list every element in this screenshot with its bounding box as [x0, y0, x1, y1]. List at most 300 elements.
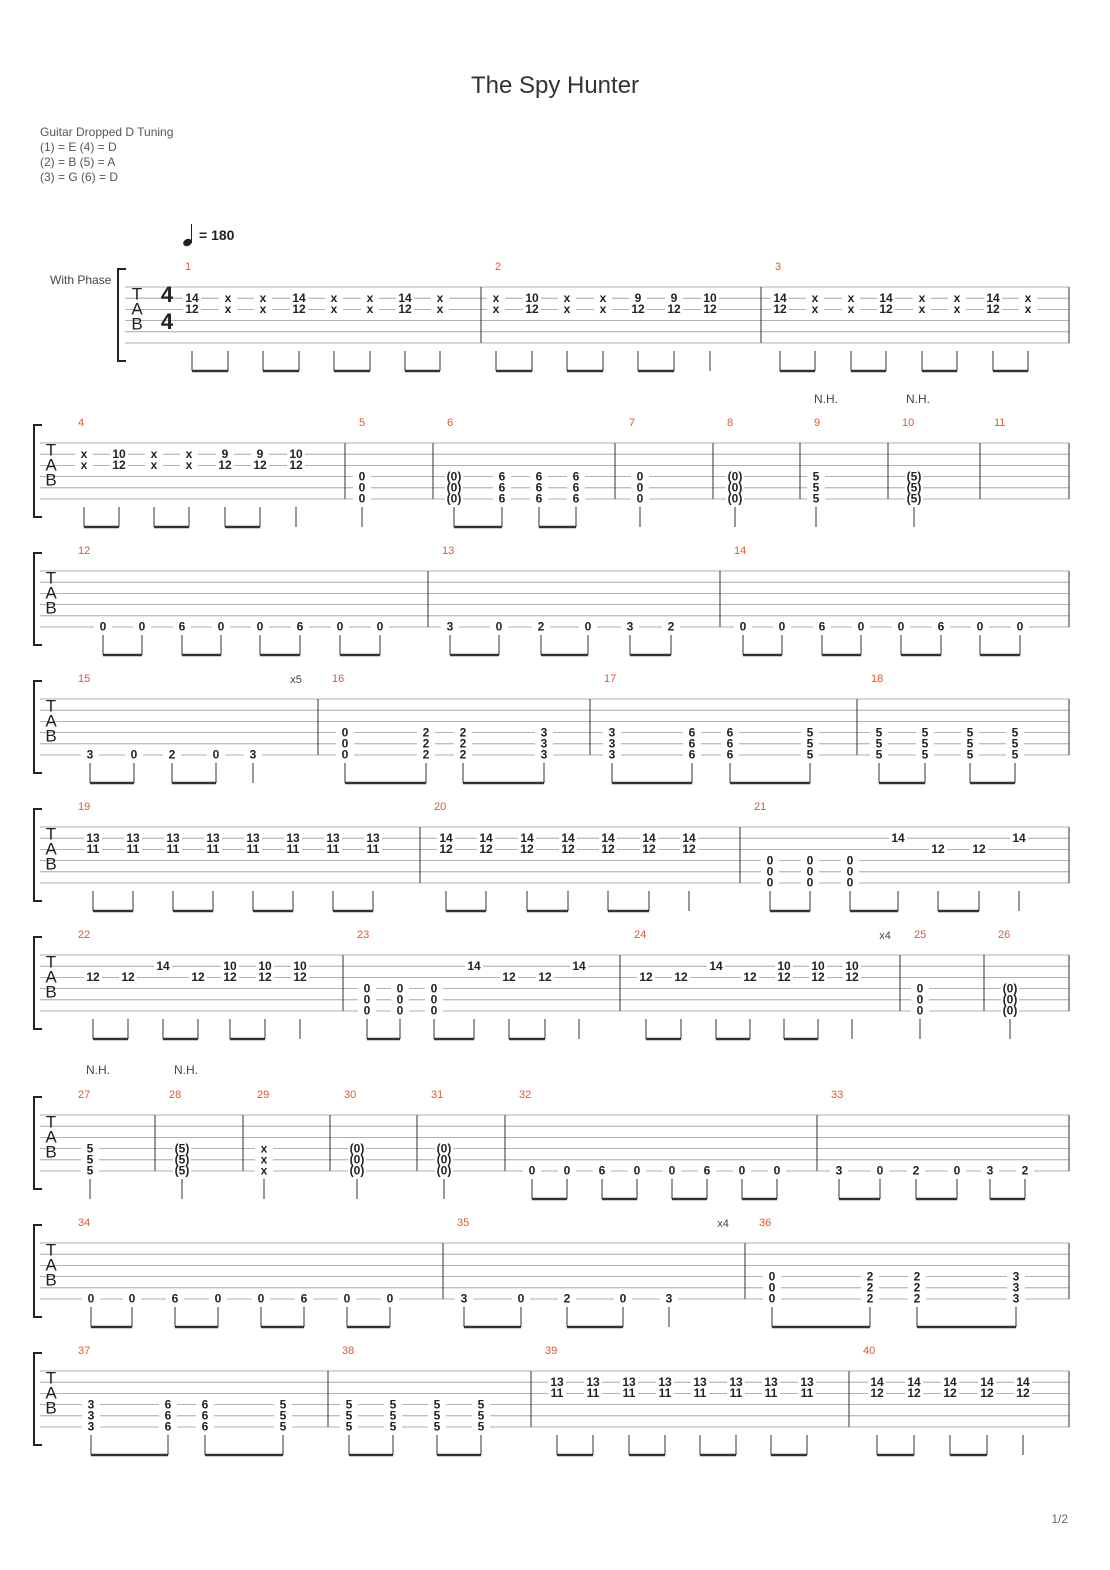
fret-number: (0)	[349, 1163, 365, 1178]
fret-number: 14	[642, 830, 656, 845]
fret-number: 0	[633, 1163, 641, 1178]
tab-clef-letter: T	[45, 696, 57, 716]
fret-number: 2	[537, 619, 545, 634]
tab-clef-letter: T	[45, 568, 57, 588]
fret-number: x	[330, 290, 338, 305]
fret-number: 6	[498, 491, 506, 506]
fret-number: 12	[845, 970, 859, 985]
fret-number: x	[80, 458, 88, 473]
measure-number: 5	[359, 416, 366, 429]
fret-number: 12	[479, 842, 493, 857]
fret-number: 2	[459, 725, 467, 740]
fret-number: 12	[879, 302, 893, 317]
fret-number: 12	[292, 302, 306, 317]
fret-number: (0)	[436, 1163, 452, 1178]
fret-number: x	[260, 1163, 268, 1178]
fret-number: (0)	[446, 491, 462, 506]
fret-number: 3	[626, 619, 634, 634]
fret-number: 14	[907, 1374, 921, 1389]
fret-number: 5	[806, 736, 814, 751]
measure-number: 10	[902, 416, 915, 429]
fret-number: 2	[913, 1269, 921, 1284]
fret-number: 13	[586, 1374, 600, 1389]
tab-clef-letter: B	[45, 1142, 57, 1162]
fret-number: 0	[846, 853, 854, 868]
fret-number: 3	[665, 1291, 673, 1306]
fret-number: 14	[879, 290, 893, 305]
time-signature-top: 4	[160, 281, 174, 307]
fret-number: 13	[658, 1374, 672, 1389]
fret-number: 3	[1012, 1269, 1020, 1284]
fret-number: 12	[561, 842, 575, 857]
fret-number: 5	[279, 1408, 287, 1423]
fret-number: 5	[812, 480, 820, 495]
measure-number: 15	[78, 672, 91, 685]
fret-number: 0	[138, 619, 146, 634]
fret-number: 14	[980, 1374, 994, 1389]
measure-number: 20	[434, 800, 447, 813]
fret-number: 3	[608, 725, 616, 740]
fret-number: 0	[916, 992, 924, 1007]
fret-number: 11	[658, 1386, 672, 1401]
tab-clef-letter: T	[45, 824, 57, 844]
fret-number: 2	[168, 747, 176, 762]
fret-number: 14	[601, 830, 615, 845]
fret-number: 3	[540, 747, 548, 762]
fret-number: 5	[86, 1163, 94, 1178]
natural-harmonic-label: N.H.	[906, 392, 930, 407]
natural-harmonic-label: N.H.	[86, 1063, 110, 1078]
tab-clef-letter: A	[45, 1255, 57, 1275]
fret-number: 10	[289, 446, 303, 461]
fret-number: 13	[550, 1374, 564, 1389]
fret-number: 5	[1011, 747, 1019, 762]
fret-number: 12	[258, 970, 272, 985]
fret-number: x	[185, 446, 193, 461]
fret-number: 12	[538, 970, 552, 985]
fret-number: 6	[201, 1408, 209, 1423]
fret-number: 0	[336, 619, 344, 634]
fret-number: 13	[286, 830, 300, 845]
fret-number: 2	[422, 747, 430, 762]
measure-number: 39	[545, 1344, 558, 1357]
system-brace	[34, 1353, 42, 1445]
measure-number: 37	[78, 1344, 91, 1357]
measure-number: 4	[78, 416, 85, 429]
fret-number: 0	[636, 491, 644, 506]
fret-number: 5	[875, 725, 883, 740]
fret-number: 14	[292, 290, 306, 305]
fret-number: x	[563, 302, 571, 317]
fret-number: (0)	[1002, 981, 1018, 996]
fret-number: 0	[636, 480, 644, 495]
fret-number: (5)	[174, 1152, 190, 1167]
tab-system	[34, 681, 1069, 783]
measure-number: 1	[185, 260, 192, 273]
fret-number: 3	[1012, 1280, 1020, 1295]
fret-number: 0	[430, 981, 438, 996]
fret-number: 13	[764, 1374, 778, 1389]
fret-number: 10	[777, 958, 791, 973]
fret-number: x	[224, 302, 232, 317]
fret-number: 12	[191, 970, 205, 985]
fret-number: 0	[857, 619, 865, 634]
fret-number: 12	[773, 302, 787, 317]
fret-number: (5)	[906, 491, 922, 506]
fret-number: 6	[572, 480, 580, 495]
fret-number: 14	[870, 1374, 884, 1389]
fret-number: (5)	[906, 480, 922, 495]
fret-number: 0	[668, 1163, 676, 1178]
fret-number: 12	[674, 970, 688, 985]
fret-number: 0	[128, 1291, 136, 1306]
fret-number: 0	[773, 1163, 781, 1178]
tab-clef-letter: T	[45, 1112, 57, 1132]
fret-number: 13	[622, 1374, 636, 1389]
measure-number: 25	[914, 928, 927, 941]
fret-number: 14	[682, 830, 696, 845]
fret-number: 14	[479, 830, 493, 845]
fret-number: 14	[439, 830, 453, 845]
natural-harmonic-label: N.H.	[814, 392, 838, 407]
fret-number: 14	[520, 830, 534, 845]
measure-number: 31	[431, 1088, 444, 1101]
fret-number: 0	[806, 853, 814, 868]
fret-number: 0	[528, 1163, 536, 1178]
fret-number: 2	[913, 1291, 921, 1306]
fret-number: 12	[293, 970, 307, 985]
fret-number: 0	[343, 1291, 351, 1306]
measure-number: 34	[78, 1216, 91, 1229]
fret-number: 6	[201, 1419, 209, 1434]
tab-clef-letter: A	[45, 967, 57, 987]
tab-clef-letter: A	[45, 711, 57, 731]
tuning-line: (3) = G (6) = D	[40, 170, 119, 184]
fret-number: 0	[214, 1291, 222, 1306]
measure-number: 9	[814, 416, 821, 429]
fret-number: 3	[835, 1163, 843, 1178]
fret-number: 14	[467, 958, 481, 973]
fret-number: 0	[358, 491, 366, 506]
fret-number: x	[366, 290, 374, 305]
fret-number: 0	[619, 1291, 627, 1306]
fret-number: (0)	[727, 491, 743, 506]
measure-number: 30	[344, 1088, 357, 1101]
measure-number: 21	[754, 800, 767, 813]
tab-clef-letter: B	[45, 1270, 57, 1290]
tab-clef-letter: A	[45, 583, 57, 603]
fret-number: x	[436, 302, 444, 317]
fret-number: 14	[572, 958, 586, 973]
fret-number: 3	[87, 1419, 95, 1434]
fret-number: 10	[223, 958, 237, 973]
fret-number: 5	[345, 1397, 353, 1412]
fret-number: (0)	[436, 1152, 452, 1167]
fret-number: 5	[806, 747, 814, 762]
measure-number: 16	[332, 672, 345, 685]
fret-number: 0	[778, 619, 786, 634]
fret-number: 6	[535, 491, 543, 506]
fret-number: 12	[642, 842, 656, 857]
fret-number: 0	[738, 1163, 746, 1178]
fret-number: 5	[921, 736, 929, 751]
tab-clef-letter: A	[45, 1127, 57, 1147]
fret-number: 6	[535, 480, 543, 495]
system-brace	[118, 269, 126, 361]
fret-number: 12	[439, 842, 453, 857]
fret-number: 5	[433, 1397, 441, 1412]
fret-number: (0)	[446, 480, 462, 495]
fret-number: 0	[916, 981, 924, 996]
fret-number: 9	[256, 446, 264, 461]
tab-clef-letter: T	[45, 440, 57, 460]
fret-number: 13	[246, 830, 260, 845]
tab-clef-letter: B	[45, 854, 57, 874]
measure-number: 27	[78, 1088, 91, 1101]
fret-number: x	[436, 290, 444, 305]
fret-number: x	[150, 446, 158, 461]
fret-number: 2	[563, 1291, 571, 1306]
fret-number: 12	[520, 842, 534, 857]
repeat-count: x4	[717, 1217, 729, 1230]
fret-number: 10	[525, 290, 539, 305]
fret-number: 0	[212, 747, 220, 762]
fret-number: x	[953, 302, 961, 317]
fret-number: x	[260, 1141, 268, 1156]
tab-clef-letter: B	[45, 726, 57, 746]
fret-number: 14	[891, 830, 905, 845]
fret-number: 3	[87, 1408, 95, 1423]
fret-number: 0	[396, 1003, 404, 1018]
fret-number: (5)	[906, 469, 922, 484]
fret-number: 2	[422, 736, 430, 751]
tab-clef-letter: T	[131, 284, 143, 304]
fret-number: 5	[966, 725, 974, 740]
system-brace	[34, 553, 42, 645]
fret-number: 12	[943, 1386, 957, 1401]
fret-number: 9	[670, 290, 678, 305]
fret-number: (0)	[1002, 1003, 1018, 1018]
fret-number: 2	[912, 1163, 920, 1178]
fret-number: (0)	[727, 480, 743, 495]
system-brace	[34, 1225, 42, 1317]
measure-number: 40	[863, 1344, 876, 1357]
fret-number: 0	[386, 1291, 394, 1306]
fret-number: 6	[688, 747, 696, 762]
fret-number: 5	[1011, 725, 1019, 740]
fret-number: 12	[972, 842, 986, 857]
measure-number: 3	[775, 260, 782, 273]
fret-number: 11	[550, 1386, 564, 1401]
fret-number: 6	[164, 1397, 172, 1412]
fret-number: 0	[1016, 619, 1024, 634]
fret-number: 5	[875, 736, 883, 751]
tab-clef-letter: A	[131, 299, 143, 319]
measure-number: 33	[831, 1088, 844, 1101]
time-signature-bottom: 4	[160, 308, 174, 334]
fret-number: 2	[866, 1269, 874, 1284]
fret-number: 3	[986, 1163, 994, 1178]
fret-number: 6	[937, 619, 945, 634]
fret-number: 9	[634, 290, 642, 305]
fret-number: 12	[811, 970, 825, 985]
fret-number: 6	[296, 619, 304, 634]
fret-number: 12	[398, 302, 412, 317]
fret-number: x	[150, 458, 158, 473]
natural-harmonic-label: N.H.	[174, 1063, 198, 1078]
fret-number: 0	[87, 1291, 95, 1306]
measure-number: 14	[734, 544, 747, 557]
fret-number: 13	[166, 830, 180, 845]
fret-number: 11	[764, 1386, 778, 1401]
fret-number: 0	[846, 864, 854, 879]
measure-number: 12	[78, 544, 91, 557]
instrument-label: With Phase	[50, 273, 112, 287]
fret-number: 5	[433, 1419, 441, 1434]
fret-number: x	[1024, 290, 1032, 305]
fret-number: 6	[572, 469, 580, 484]
fret-number: 0	[916, 1003, 924, 1018]
fret-number: 14	[561, 830, 575, 845]
fret-number: 0	[363, 981, 371, 996]
fret-number: 11	[366, 842, 380, 857]
tab-clef-letter: T	[45, 952, 57, 972]
fret-number: 10	[258, 958, 272, 973]
fret-number: 5	[279, 1419, 287, 1434]
fret-number: 11	[206, 842, 220, 857]
tab-system	[34, 937, 1069, 1039]
fret-number: 14	[398, 290, 412, 305]
fret-number: 3	[540, 736, 548, 751]
fret-number: 5	[86, 1152, 94, 1167]
fret-number: 5	[279, 1397, 287, 1412]
fret-number: 12	[777, 970, 791, 985]
fret-number: 6	[164, 1408, 172, 1423]
fret-number: 0	[563, 1163, 571, 1178]
tab-clef-letter: B	[45, 982, 57, 1002]
repeat-count: x4	[879, 929, 891, 942]
fret-number: x	[492, 290, 500, 305]
fret-number: (0)	[446, 469, 462, 484]
system-brace	[34, 681, 42, 773]
tab-clef-letter: B	[45, 598, 57, 618]
fret-number: (5)	[174, 1163, 190, 1178]
fret-number: 13	[800, 1374, 814, 1389]
fret-number: 0	[495, 619, 503, 634]
fret-number: 0	[363, 1003, 371, 1018]
fret-number: 13	[729, 1374, 743, 1389]
measure-number: 7	[629, 416, 636, 429]
fret-number: 3	[608, 736, 616, 751]
fret-number: x	[1024, 302, 1032, 317]
fret-number: 13	[206, 830, 220, 845]
measure-number: 8	[727, 416, 734, 429]
fret-number: 11	[586, 1386, 600, 1401]
tuning-line: (2) = B (5) = A	[40, 155, 116, 169]
fret-number: 11	[622, 1386, 636, 1401]
fret-number: 6	[164, 1419, 172, 1434]
fret-number: 12	[218, 458, 232, 473]
measure-number: 11	[994, 416, 1006, 429]
fret-number: 2	[866, 1291, 874, 1306]
fret-number: 0	[341, 725, 349, 740]
fret-number: 0	[217, 619, 225, 634]
fret-number: 6	[726, 736, 734, 751]
fret-number: 11	[166, 842, 180, 857]
fret-number: 2	[667, 619, 675, 634]
fret-number: 0	[953, 1163, 961, 1178]
fret-number: 0	[363, 992, 371, 1007]
fret-number: x	[847, 290, 855, 305]
fret-number: 11	[246, 842, 260, 857]
fret-number: (0)	[1002, 992, 1018, 1007]
fret-number: 3	[460, 1291, 468, 1306]
page-number: 1/2	[1051, 1512, 1068, 1526]
fret-number: 12	[870, 1386, 884, 1401]
fret-number: 3	[87, 1397, 95, 1412]
fret-number: 14	[1012, 830, 1026, 845]
system-brace	[34, 809, 42, 901]
song-title: The Spy Hunter	[470, 72, 640, 99]
fret-number: 12	[667, 302, 681, 317]
fret-number: 6	[572, 491, 580, 506]
fret-number: 5	[477, 1397, 485, 1412]
fret-number: 10	[293, 958, 307, 973]
fret-number: 2	[459, 736, 467, 751]
tab-system	[34, 553, 1069, 655]
fret-number: x	[599, 302, 607, 317]
fret-number: 5	[921, 747, 929, 762]
fret-number: 10	[811, 958, 825, 973]
measure-number: 36	[759, 1216, 772, 1229]
fret-number: 12	[1016, 1386, 1030, 1401]
fret-number: 0	[341, 736, 349, 751]
fret-number: x	[185, 458, 193, 473]
tab-clef-letter: T	[45, 1368, 57, 1388]
fret-number: 5	[477, 1419, 485, 1434]
fret-number: 12	[986, 302, 1000, 317]
fret-number: 2	[866, 1280, 874, 1295]
measure-number: 32	[519, 1088, 532, 1101]
fret-number: 13	[366, 830, 380, 845]
fret-number: 5	[86, 1141, 94, 1156]
fret-number: 6	[688, 736, 696, 751]
measure-number: 17	[604, 672, 617, 685]
measure-number: 18	[871, 672, 884, 685]
fret-number: 10	[703, 290, 717, 305]
tuning-heading: Guitar Dropped D Tuning	[40, 125, 174, 139]
fret-number: 12	[703, 302, 717, 317]
fret-number: 12	[631, 302, 645, 317]
fret-number: 6	[688, 725, 696, 740]
tab-system	[118, 269, 1069, 371]
fret-number: 9	[221, 446, 229, 461]
fret-number: 11	[86, 842, 100, 857]
fret-number: 3	[540, 725, 548, 740]
fret-number: 12	[743, 970, 757, 985]
fret-number: 5	[433, 1408, 441, 1423]
fret-number: 0	[876, 1163, 884, 1178]
fret-number: x	[918, 290, 926, 305]
fret-number: 5	[806, 725, 814, 740]
fret-number: 3	[446, 619, 454, 634]
fret-number: 0	[130, 747, 138, 762]
tab-clef-letter: A	[45, 1383, 57, 1403]
fret-number: 0	[739, 619, 747, 634]
fret-number: (0)	[349, 1152, 365, 1167]
fret-number: 12	[525, 302, 539, 317]
fret-number: 0	[341, 747, 349, 762]
